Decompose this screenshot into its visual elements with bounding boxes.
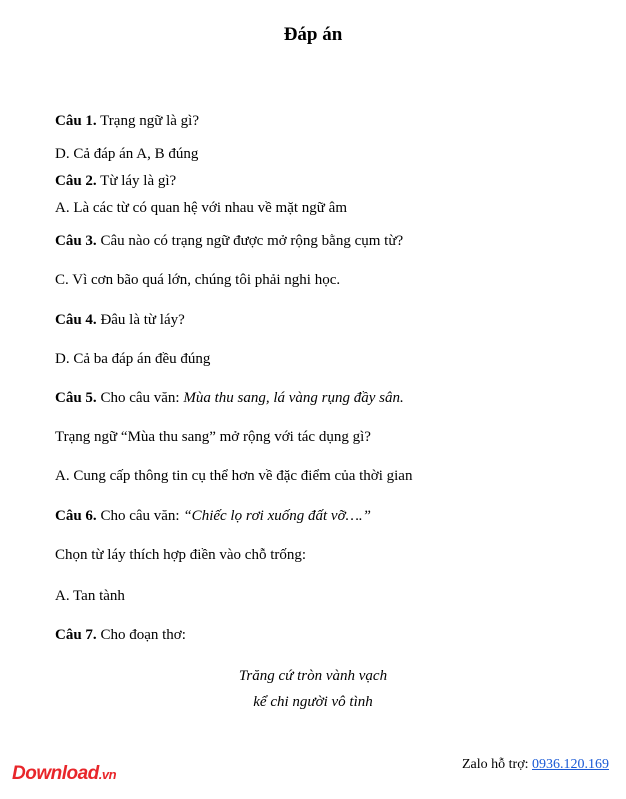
logo-suffix: .vn <box>98 767 117 782</box>
poem-line-1: Trăng cứ tròn vành vạch <box>238 668 388 684</box>
question-6-follow: Chọn từ láy thích hợp điền vào chỗ trống: <box>55 547 307 563</box>
question-4 <box>55 312 185 329</box>
answer-1: D. Cả đáp án A, B đúng <box>55 146 199 162</box>
answer-2: A. Là các từ có quan hệ với nhau về mặt ngữ âm <box>55 200 348 216</box>
quoted-sentence: “Chiếc lọ rơi xuống đất vỡ….” <box>183 508 372 524</box>
question-3 <box>55 233 403 250</box>
question-label: Câu 5. <box>55 390 97 406</box>
question-2 <box>55 173 176 190</box>
poem-line-2: kể chi người vô tình <box>253 694 373 710</box>
answer-6: A. Tan tành <box>55 588 125 604</box>
question-text: Cho đoạn thơ: <box>96 627 186 643</box>
question-label: Câu 2. <box>55 173 97 189</box>
question-5-follow: Trạng ngữ “Mùa thu sang” mở rộng với tác dụng gì? <box>55 429 371 445</box>
question-label: Câu 3. <box>55 233 97 249</box>
logo-text: Download <box>12 763 99 784</box>
question-label: Câu 1. <box>55 113 97 129</box>
download-logo[interactable] <box>12 763 116 785</box>
question-label: Câu 4. <box>55 312 97 328</box>
question-text: Đâu là từ láy? <box>96 312 185 328</box>
question-text: Trạng ngữ là gì? <box>96 113 199 129</box>
answer-5: A. Cung cấp thông tin cụ thể hơn về đặc điểm của thời gian <box>55 468 413 484</box>
question-text: Từ láy là gì? <box>96 173 177 189</box>
question-5 <box>55 390 404 407</box>
question-text: Câu nào có trạng ngữ được mở rộng bằng cụm từ? <box>96 233 404 249</box>
page-title: Đáp án <box>283 24 343 45</box>
question-text: Cho câu văn: <box>96 390 184 406</box>
question-6 <box>55 508 371 525</box>
support-info <box>462 757 609 773</box>
question-1 <box>55 113 199 130</box>
question-label: Câu 6. <box>55 508 97 524</box>
support-phone-link[interactable]: 0936.120.169 <box>532 757 609 772</box>
answer-4: D. Cả ba đáp án đều đúng <box>55 351 211 367</box>
support-label: Zalo hỗ trợ: <box>462 757 532 772</box>
question-label: Câu 7. <box>55 627 97 643</box>
question-text: Cho câu văn: <box>96 508 184 524</box>
answer-3: C. Vì cơn bão quá lớn, chúng tôi phải nghi học. <box>55 272 341 288</box>
question-7 <box>55 627 186 644</box>
quoted-sentence: Mùa thu sang, lá vàng rụng đầy sân. <box>183 390 404 406</box>
